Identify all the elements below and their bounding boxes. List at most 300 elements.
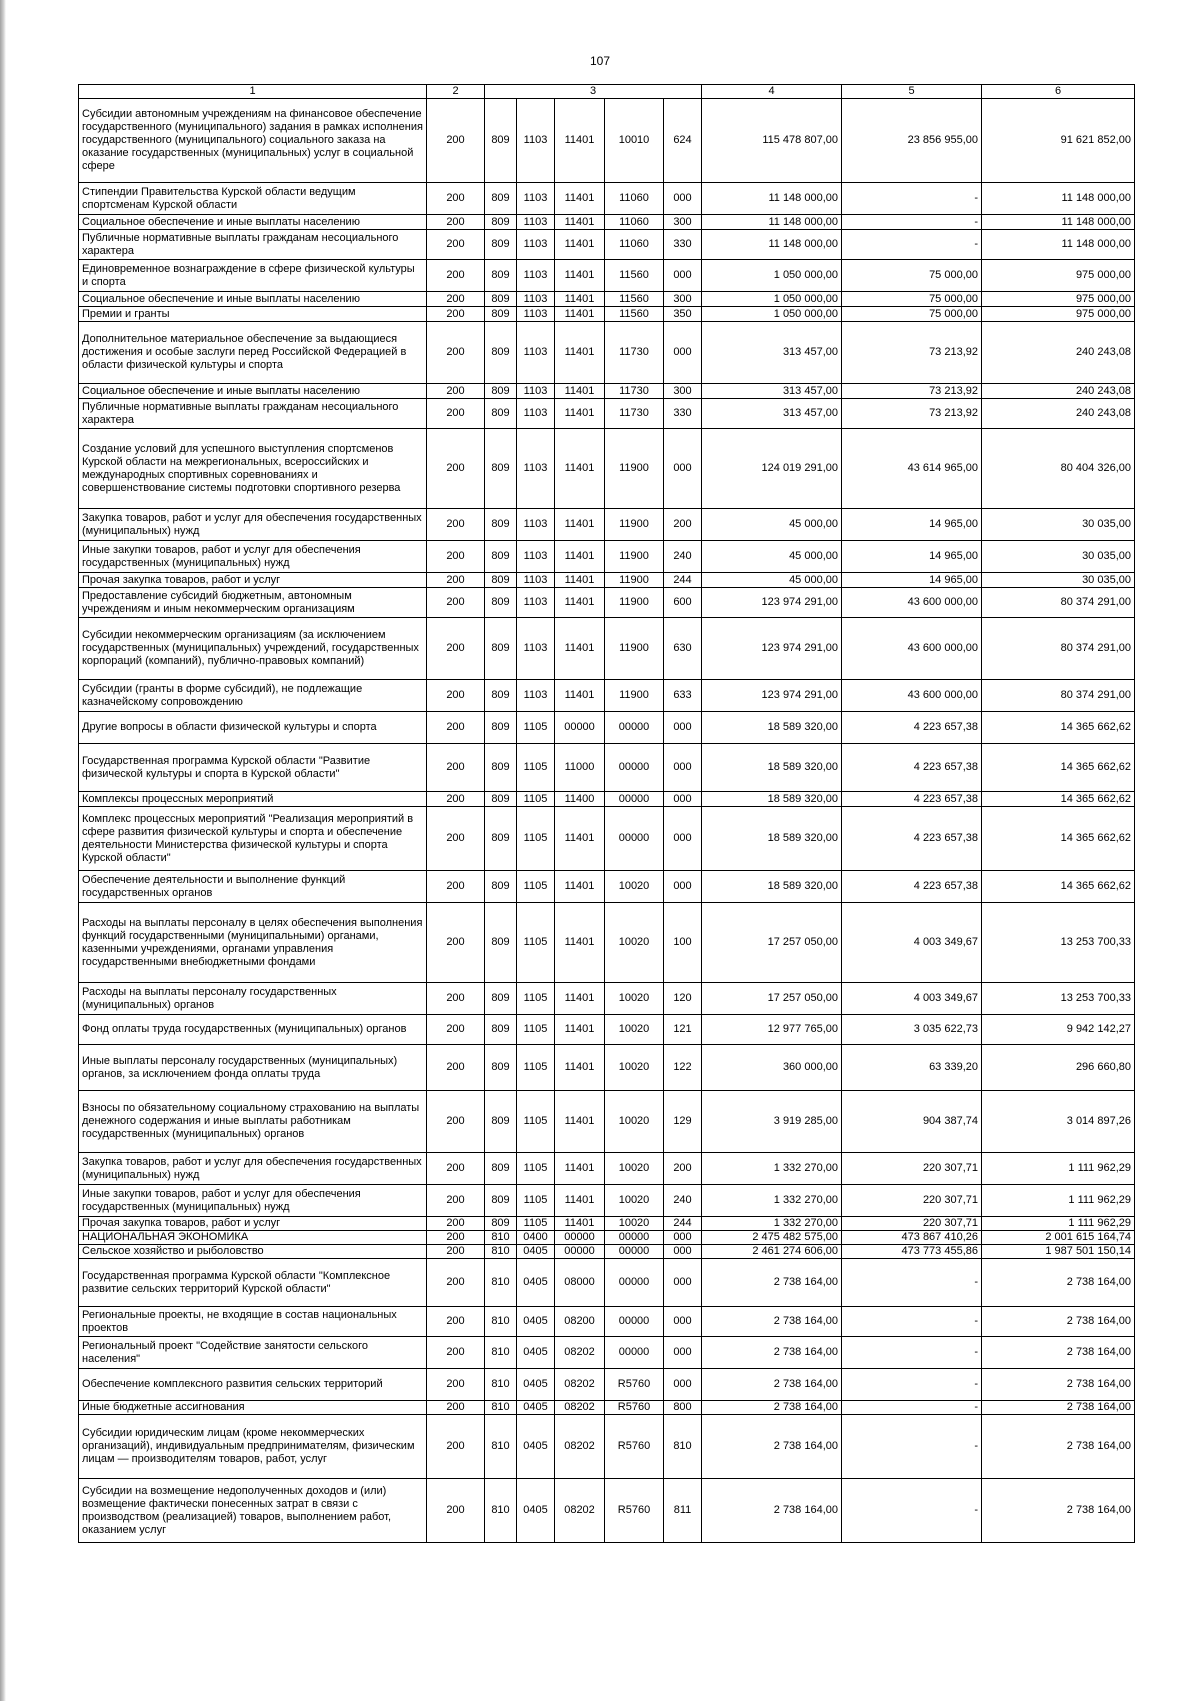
code-ministry: 809 bbox=[485, 541, 517, 573]
code-expense-type: 600 bbox=[664, 588, 702, 618]
amount-executed: 43 600 000,00 bbox=[842, 588, 982, 618]
code-gr: 200 bbox=[427, 1369, 485, 1401]
row-description: Создание условий для успешного выступления спортсменов Курской области на межрегиональных, всероссийских и международных спортивных соревнованиях и совершенствование системы подготовки спортивного резерва bbox=[79, 429, 427, 509]
row-description: Публичные нормативные выплаты гражданам несоциального характера bbox=[79, 399, 427, 429]
amount-remaining: 240 243,08 bbox=[982, 322, 1135, 384]
code-ministry: 809 bbox=[485, 573, 517, 588]
code-ministry: 809 bbox=[485, 322, 517, 384]
code-section: 1103 bbox=[517, 588, 555, 618]
amount-remaining: 11 148 000,00 bbox=[982, 183, 1135, 215]
row-description: Региональный проект "Содействие занятости сельского населения" bbox=[79, 1337, 427, 1369]
code-expense-type: 000 bbox=[664, 429, 702, 509]
amount-planned: 45 000,00 bbox=[702, 509, 842, 541]
code-program: 08202 bbox=[555, 1337, 605, 1369]
amount-remaining: 80 374 291,00 bbox=[982, 588, 1135, 618]
code-program: 08000 bbox=[555, 1259, 605, 1307]
table-row bbox=[79, 1369, 1135, 1401]
code-section: 1105 bbox=[517, 983, 555, 1015]
table-body bbox=[79, 99, 1135, 1543]
code-expense-type: 000 bbox=[664, 1231, 702, 1245]
code-ministry: 810 bbox=[485, 1245, 517, 1259]
row-description: Публичные нормативные выплаты гражданам несоциального характера bbox=[79, 230, 427, 260]
code-ministry: 809 bbox=[485, 1091, 517, 1153]
amount-planned: 11 148 000,00 bbox=[702, 183, 842, 215]
code-program: 11401 bbox=[555, 307, 605, 322]
header-col-2: 2 bbox=[427, 85, 485, 99]
amount-remaining: 2 738 164,00 bbox=[982, 1369, 1135, 1401]
amount-planned: 115 478 807,00 bbox=[702, 99, 842, 183]
code-direction: 10020 bbox=[605, 1217, 664, 1231]
amount-executed: 4 223 657,38 bbox=[842, 807, 982, 871]
code-direction: 10010 bbox=[605, 99, 664, 183]
code-program: 11401 bbox=[555, 292, 605, 307]
row-description: Расходы на выплаты персоналу в целях обеспечения выполнения функций государственными (муниципальными) органами, казенными учреждениями, органами управления государственными внебюджетными фондами bbox=[79, 903, 427, 983]
code-section: 0405 bbox=[517, 1401, 555, 1415]
code-ministry: 809 bbox=[485, 384, 517, 399]
amount-executed: 43 600 000,00 bbox=[842, 618, 982, 680]
code-expense-type: 244 bbox=[664, 1217, 702, 1231]
code-section: 1103 bbox=[517, 307, 555, 322]
code-gr: 200 bbox=[427, 230, 485, 260]
code-section: 1103 bbox=[517, 429, 555, 509]
code-expense-type: 630 bbox=[664, 618, 702, 680]
code-gr: 200 bbox=[427, 1401, 485, 1415]
code-direction: 11730 bbox=[605, 399, 664, 429]
code-program: 11401 bbox=[555, 1217, 605, 1231]
table-row bbox=[79, 183, 1135, 215]
amount-planned: 45 000,00 bbox=[702, 541, 842, 573]
code-section: 1103 bbox=[517, 618, 555, 680]
table-row bbox=[79, 1015, 1135, 1045]
code-gr: 200 bbox=[427, 307, 485, 322]
code-gr: 200 bbox=[427, 983, 485, 1015]
code-section: 1103 bbox=[517, 573, 555, 588]
code-expense-type: 000 bbox=[664, 1259, 702, 1307]
code-direction: 10020 bbox=[605, 1153, 664, 1185]
code-expense-type: 330 bbox=[664, 399, 702, 429]
amount-planned: 18 589 320,00 bbox=[702, 871, 842, 903]
code-gr: 200 bbox=[427, 1045, 485, 1091]
code-ministry: 810 bbox=[485, 1231, 517, 1245]
amount-planned: 2 738 164,00 bbox=[702, 1337, 842, 1369]
code-program: 11401 bbox=[555, 509, 605, 541]
amount-executed: 73 213,92 bbox=[842, 322, 982, 384]
amount-executed: - bbox=[842, 1307, 982, 1337]
amount-remaining: 14 365 662,62 bbox=[982, 792, 1135, 807]
code-expense-type: 240 bbox=[664, 541, 702, 573]
code-program: 11401 bbox=[555, 541, 605, 573]
table-row bbox=[79, 871, 1135, 903]
row-description: Иные закупки товаров, работ и услуг для обеспечения государственных (муниципальных) нужд bbox=[79, 541, 427, 573]
code-program: 11401 bbox=[555, 230, 605, 260]
table-row bbox=[79, 1337, 1135, 1369]
code-ministry: 809 bbox=[485, 509, 517, 541]
row-description: Субсидии юридическим лицам (кроме некоммерческих организаций), индивидуальным предпринимателям, физическим лицам — производителям товаров, работ, услуг bbox=[79, 1415, 427, 1479]
amount-executed: - bbox=[842, 1259, 982, 1307]
row-description: Обеспечение деятельности и выполнение функций государственных органов bbox=[79, 871, 427, 903]
table-row bbox=[79, 618, 1135, 680]
code-direction: 00000 bbox=[605, 792, 664, 807]
amount-planned: 17 257 050,00 bbox=[702, 903, 842, 983]
amount-executed: 4 223 657,38 bbox=[842, 712, 982, 744]
table-row bbox=[79, 292, 1135, 307]
header-row bbox=[79, 85, 1135, 99]
code-gr: 200 bbox=[427, 1091, 485, 1153]
code-expense-type: 000 bbox=[664, 260, 702, 292]
code-expense-type: 000 bbox=[664, 1337, 702, 1369]
amount-remaining: 2 738 164,00 bbox=[982, 1479, 1135, 1543]
amount-planned: 1 050 000,00 bbox=[702, 292, 842, 307]
code-gr: 200 bbox=[427, 588, 485, 618]
table-row bbox=[79, 1401, 1135, 1415]
code-expense-type: 240 bbox=[664, 1185, 702, 1217]
amount-planned: 18 589 320,00 bbox=[702, 807, 842, 871]
row-description: Комплекс процессных мероприятий "Реализация мероприятий в сфере развития физической культуры и спорта и обеспечение деятельности Министерства физической культуры и спорта Курской области" bbox=[79, 807, 427, 871]
code-program: 08202 bbox=[555, 1369, 605, 1401]
row-description: Государственная программа Курской области "Комплексное развитие сельских территорий Курской области" bbox=[79, 1259, 427, 1307]
amount-executed: 4 003 349,67 bbox=[842, 903, 982, 983]
amount-planned: 2 738 164,00 bbox=[702, 1259, 842, 1307]
code-ministry: 809 bbox=[485, 903, 517, 983]
row-description: Стипендии Правительства Курской области ведущим спортсменам Курской области bbox=[79, 183, 427, 215]
code-direction: 10020 bbox=[605, 1015, 664, 1045]
amount-remaining: 9 942 142,27 bbox=[982, 1015, 1135, 1045]
table-header bbox=[79, 85, 1135, 99]
table-row bbox=[79, 1415, 1135, 1479]
code-expense-type: 200 bbox=[664, 509, 702, 541]
code-direction: 11900 bbox=[605, 509, 664, 541]
code-ministry: 809 bbox=[485, 99, 517, 183]
header-col-3: 3 bbox=[485, 85, 702, 99]
amount-executed: 14 965,00 bbox=[842, 509, 982, 541]
amount-remaining: 11 148 000,00 bbox=[982, 215, 1135, 230]
code-program: 11401 bbox=[555, 1185, 605, 1217]
code-ministry: 809 bbox=[485, 680, 517, 712]
amount-remaining: 30 035,00 bbox=[982, 573, 1135, 588]
code-gr: 200 bbox=[427, 712, 485, 744]
code-ministry: 809 bbox=[485, 215, 517, 230]
code-program: 08202 bbox=[555, 1401, 605, 1415]
code-ministry: 810 bbox=[485, 1479, 517, 1543]
amount-executed: 23 856 955,00 bbox=[842, 99, 982, 183]
amount-planned: 2 738 164,00 bbox=[702, 1369, 842, 1401]
amount-executed: 4 223 657,38 bbox=[842, 792, 982, 807]
code-gr: 200 bbox=[427, 1415, 485, 1479]
amount-planned: 12 977 765,00 bbox=[702, 1015, 842, 1045]
amount-remaining: 2 738 164,00 bbox=[982, 1415, 1135, 1479]
row-description: Субсидии (гранты в форме субсидий), не подлежащие казначейскому сопровождению bbox=[79, 680, 427, 712]
code-expense-type: 300 bbox=[664, 384, 702, 399]
code-direction: 11900 bbox=[605, 680, 664, 712]
code-program: 11401 bbox=[555, 618, 605, 680]
code-expense-type: 800 bbox=[664, 1401, 702, 1415]
code-expense-type: 000 bbox=[664, 183, 702, 215]
code-section: 1105 bbox=[517, 712, 555, 744]
code-gr: 200 bbox=[427, 429, 485, 509]
amount-remaining: 14 365 662,62 bbox=[982, 744, 1135, 792]
code-ministry: 810 bbox=[485, 1401, 517, 1415]
code-gr: 200 bbox=[427, 1153, 485, 1185]
amount-executed: 43 600 000,00 bbox=[842, 680, 982, 712]
code-program: 11401 bbox=[555, 1091, 605, 1153]
code-gr: 200 bbox=[427, 1015, 485, 1045]
code-expense-type: 000 bbox=[664, 871, 702, 903]
amount-planned: 11 148 000,00 bbox=[702, 230, 842, 260]
code-section: 1103 bbox=[517, 215, 555, 230]
code-program: 11401 bbox=[555, 871, 605, 903]
amount-planned: 123 974 291,00 bbox=[702, 588, 842, 618]
code-expense-type: 000 bbox=[664, 807, 702, 871]
table-row bbox=[79, 1185, 1135, 1217]
code-direction: R5760 bbox=[605, 1401, 664, 1415]
amount-planned: 2 461 274 606,00 bbox=[702, 1245, 842, 1259]
code-expense-type: 244 bbox=[664, 573, 702, 588]
row-description: Предоставление субсидий бюджетным, автономным учреждениям и иным некоммерческим организациям bbox=[79, 588, 427, 618]
code-direction: 11060 bbox=[605, 183, 664, 215]
code-expense-type: 300 bbox=[664, 292, 702, 307]
code-ministry: 810 bbox=[485, 1259, 517, 1307]
code-gr: 200 bbox=[427, 792, 485, 807]
amount-remaining: 2 738 164,00 bbox=[982, 1401, 1135, 1415]
amount-executed: 4 223 657,38 bbox=[842, 871, 982, 903]
table-row bbox=[79, 712, 1135, 744]
code-section: 1103 bbox=[517, 292, 555, 307]
table-row bbox=[79, 792, 1135, 807]
row-description: Субсидии автономным учреждениям на финансовое обеспечение государственного (муниципального) задания в рамках исполнения государственного (муниципального) социального заказа на оказание государственных (муниципальных) услуг в социальной сфере bbox=[79, 99, 427, 183]
row-description: Единовременное вознаграждение в сфере физической культуры и спорта bbox=[79, 260, 427, 292]
row-description: НАЦИОНАЛЬНАЯ ЭКОНОМИКА bbox=[79, 1231, 427, 1245]
code-program: 11401 bbox=[555, 429, 605, 509]
table-row bbox=[79, 1217, 1135, 1231]
code-program: 00000 bbox=[555, 1231, 605, 1245]
code-direction: 10020 bbox=[605, 1091, 664, 1153]
amount-executed: - bbox=[842, 215, 982, 230]
amount-executed: 75 000,00 bbox=[842, 307, 982, 322]
amount-remaining: 13 253 700,33 bbox=[982, 903, 1135, 983]
table-row bbox=[79, 588, 1135, 618]
code-program: 11401 bbox=[555, 1153, 605, 1185]
amount-executed: - bbox=[842, 230, 982, 260]
amount-executed: - bbox=[842, 1415, 982, 1479]
code-direction: 11900 bbox=[605, 618, 664, 680]
table-row bbox=[79, 1045, 1135, 1091]
amount-remaining: 975 000,00 bbox=[982, 292, 1135, 307]
code-ministry: 810 bbox=[485, 1307, 517, 1337]
code-section: 1103 bbox=[517, 384, 555, 399]
code-section: 1103 bbox=[517, 322, 555, 384]
row-description: Иные выплаты персоналу государственных (муниципальных) органов, за исключением фонда оплаты труда bbox=[79, 1045, 427, 1091]
code-ministry: 809 bbox=[485, 1217, 517, 1231]
code-gr: 200 bbox=[427, 618, 485, 680]
amount-remaining: 14 365 662,62 bbox=[982, 712, 1135, 744]
code-section: 0400 bbox=[517, 1231, 555, 1245]
code-gr: 200 bbox=[427, 1245, 485, 1259]
code-section: 1103 bbox=[517, 399, 555, 429]
code-direction: R5760 bbox=[605, 1415, 664, 1479]
row-description: Комплексы процессных мероприятий bbox=[79, 792, 427, 807]
code-expense-type: 120 bbox=[664, 983, 702, 1015]
amount-planned: 1 050 000,00 bbox=[702, 260, 842, 292]
code-program: 11401 bbox=[555, 807, 605, 871]
code-section: 0405 bbox=[517, 1259, 555, 1307]
code-expense-type: 000 bbox=[664, 1369, 702, 1401]
code-program: 11401 bbox=[555, 399, 605, 429]
code-program: 11401 bbox=[555, 384, 605, 399]
code-section: 1105 bbox=[517, 903, 555, 983]
table-row bbox=[79, 399, 1135, 429]
code-ministry: 809 bbox=[485, 871, 517, 903]
amount-executed: 4 003 349,67 bbox=[842, 983, 982, 1015]
code-program: 11401 bbox=[555, 680, 605, 712]
table-row bbox=[79, 1245, 1135, 1259]
header-col-1: 1 bbox=[79, 85, 427, 99]
row-description: Взносы по обязательному социальному страхованию на выплаты денежного содержания и иные выплаты работникам государственных (муниципальных) органов bbox=[79, 1091, 427, 1153]
amount-remaining: 80 374 291,00 bbox=[982, 680, 1135, 712]
code-program: 08202 bbox=[555, 1479, 605, 1543]
code-ministry: 809 bbox=[485, 260, 517, 292]
code-section: 1105 bbox=[517, 1015, 555, 1045]
code-gr: 200 bbox=[427, 509, 485, 541]
code-direction: 11560 bbox=[605, 307, 664, 322]
code-section: 0405 bbox=[517, 1415, 555, 1479]
amount-remaining: 1 111 962,29 bbox=[982, 1217, 1135, 1231]
amount-planned: 11 148 000,00 bbox=[702, 215, 842, 230]
amount-executed: 14 965,00 bbox=[842, 573, 982, 588]
code-expense-type: 000 bbox=[664, 322, 702, 384]
amount-executed: 43 614 965,00 bbox=[842, 429, 982, 509]
code-section: 0405 bbox=[517, 1337, 555, 1369]
amount-remaining: 14 365 662,62 bbox=[982, 807, 1135, 871]
amount-remaining: 1 111 962,29 bbox=[982, 1153, 1135, 1185]
code-section: 1105 bbox=[517, 1045, 555, 1091]
code-gr: 200 bbox=[427, 99, 485, 183]
amount-executed: 904 387,74 bbox=[842, 1091, 982, 1153]
code-gr: 200 bbox=[427, 322, 485, 384]
code-section: 1103 bbox=[517, 680, 555, 712]
row-description: Закупка товаров, работ и услуг для обеспечения государственных (муниципальных) нужд bbox=[79, 1153, 427, 1185]
code-section: 1103 bbox=[517, 183, 555, 215]
code-direction: 11900 bbox=[605, 429, 664, 509]
code-program: 11401 bbox=[555, 588, 605, 618]
amount-planned: 45 000,00 bbox=[702, 573, 842, 588]
amount-planned: 1 050 000,00 bbox=[702, 307, 842, 322]
code-expense-type: 810 bbox=[664, 1415, 702, 1479]
row-description: Дополнительное материальное обеспечение за выдающиеся достижения и особые заслуги перед Российской Федерацией в области физической культуры и спорта bbox=[79, 322, 427, 384]
amount-remaining: 240 243,08 bbox=[982, 384, 1135, 399]
code-direction: 10020 bbox=[605, 983, 664, 1015]
code-section: 1105 bbox=[517, 1217, 555, 1231]
code-direction: 11900 bbox=[605, 573, 664, 588]
code-section: 1103 bbox=[517, 99, 555, 183]
table-row bbox=[79, 1153, 1135, 1185]
code-direction: 00000 bbox=[605, 712, 664, 744]
code-direction: 10020 bbox=[605, 871, 664, 903]
code-expense-type: 633 bbox=[664, 680, 702, 712]
amount-planned: 2 738 164,00 bbox=[702, 1479, 842, 1543]
table-row bbox=[79, 1259, 1135, 1307]
code-ministry: 809 bbox=[485, 1185, 517, 1217]
code-expense-type: 200 bbox=[664, 1153, 702, 1185]
code-direction: 00000 bbox=[605, 1231, 664, 1245]
amount-planned: 1 332 270,00 bbox=[702, 1153, 842, 1185]
code-section: 1105 bbox=[517, 807, 555, 871]
table-row bbox=[79, 384, 1135, 399]
row-description: Государственная программа Курской области "Развитие физической культуры и спорта в Курской области" bbox=[79, 744, 427, 792]
amount-remaining: 2 738 164,00 bbox=[982, 1307, 1135, 1337]
amount-remaining: 91 621 852,00 bbox=[982, 99, 1135, 183]
code-expense-type: 000 bbox=[664, 792, 702, 807]
code-expense-type: 100 bbox=[664, 903, 702, 983]
page-number: 107 bbox=[589, 54, 611, 68]
table-row bbox=[79, 307, 1135, 322]
row-description: Иные бюджетные ассигнования bbox=[79, 1401, 427, 1415]
row-description: Социальное обеспечение и иные выплаты населению bbox=[79, 384, 427, 399]
code-ministry: 810 bbox=[485, 1415, 517, 1479]
code-gr: 200 bbox=[427, 1259, 485, 1307]
table-row bbox=[79, 99, 1135, 183]
table-row bbox=[79, 509, 1135, 541]
code-gr: 200 bbox=[427, 399, 485, 429]
code-expense-type: 350 bbox=[664, 307, 702, 322]
row-description: Другие вопросы в области физической культуры и спорта bbox=[79, 712, 427, 744]
amount-planned: 123 974 291,00 bbox=[702, 680, 842, 712]
code-ministry: 809 bbox=[485, 292, 517, 307]
code-expense-type: 000 bbox=[664, 744, 702, 792]
code-expense-type: 000 bbox=[664, 1307, 702, 1337]
amount-remaining: 14 365 662,62 bbox=[982, 871, 1135, 903]
amount-remaining: 1 111 962,29 bbox=[982, 1185, 1135, 1217]
code-section: 1105 bbox=[517, 744, 555, 792]
amount-remaining: 30 035,00 bbox=[982, 541, 1135, 573]
code-gr: 200 bbox=[427, 1479, 485, 1543]
code-ministry: 809 bbox=[485, 1015, 517, 1045]
code-direction: 11900 bbox=[605, 541, 664, 573]
amount-planned: 1 332 270,00 bbox=[702, 1185, 842, 1217]
code-ministry: 809 bbox=[485, 712, 517, 744]
row-description: Субсидии некоммерческим организациям (за исключением государственных (муниципальных) учреждений, государственных корпораций (компаний), публично-правовых компаний) bbox=[79, 618, 427, 680]
code-gr: 200 bbox=[427, 1231, 485, 1245]
amount-remaining: 30 035,00 bbox=[982, 509, 1135, 541]
amount-planned: 2 738 164,00 bbox=[702, 1307, 842, 1337]
code-direction: 10020 bbox=[605, 1185, 664, 1217]
amount-planned: 18 589 320,00 bbox=[702, 712, 842, 744]
code-gr: 200 bbox=[427, 1185, 485, 1217]
code-expense-type: 121 bbox=[664, 1015, 702, 1045]
code-direction: 11560 bbox=[605, 292, 664, 307]
amount-remaining: 3 014 897,26 bbox=[982, 1091, 1135, 1153]
row-description: Премии и гранты bbox=[79, 307, 427, 322]
code-program: 11401 bbox=[555, 573, 605, 588]
amount-planned: 2 738 164,00 bbox=[702, 1415, 842, 1479]
row-description: Субсидии на возмещение недополученных доходов и (или) возмещение фактически понесенных затрат в связи с производством (реализацией) товаров, выполнением работ, оказанием услуг bbox=[79, 1479, 427, 1543]
table-row bbox=[79, 983, 1135, 1015]
row-description: Прочая закупка товаров, работ и услуг bbox=[79, 573, 427, 588]
code-ministry: 809 bbox=[485, 983, 517, 1015]
code-direction: 11560 bbox=[605, 260, 664, 292]
code-direction: 00000 bbox=[605, 1307, 664, 1337]
table-row bbox=[79, 215, 1135, 230]
code-ministry: 809 bbox=[485, 588, 517, 618]
amount-planned: 360 000,00 bbox=[702, 1045, 842, 1091]
amount-remaining: 975 000,00 bbox=[982, 260, 1135, 292]
amount-remaining: 2 738 164,00 bbox=[982, 1337, 1135, 1369]
row-description: Сельское хозяйство и рыболовство bbox=[79, 1245, 427, 1259]
code-gr: 200 bbox=[427, 1217, 485, 1231]
code-program: 11401 bbox=[555, 903, 605, 983]
amount-remaining: 1 987 501 150,14 bbox=[982, 1245, 1135, 1259]
code-ministry: 809 bbox=[485, 429, 517, 509]
code-program: 11401 bbox=[555, 183, 605, 215]
